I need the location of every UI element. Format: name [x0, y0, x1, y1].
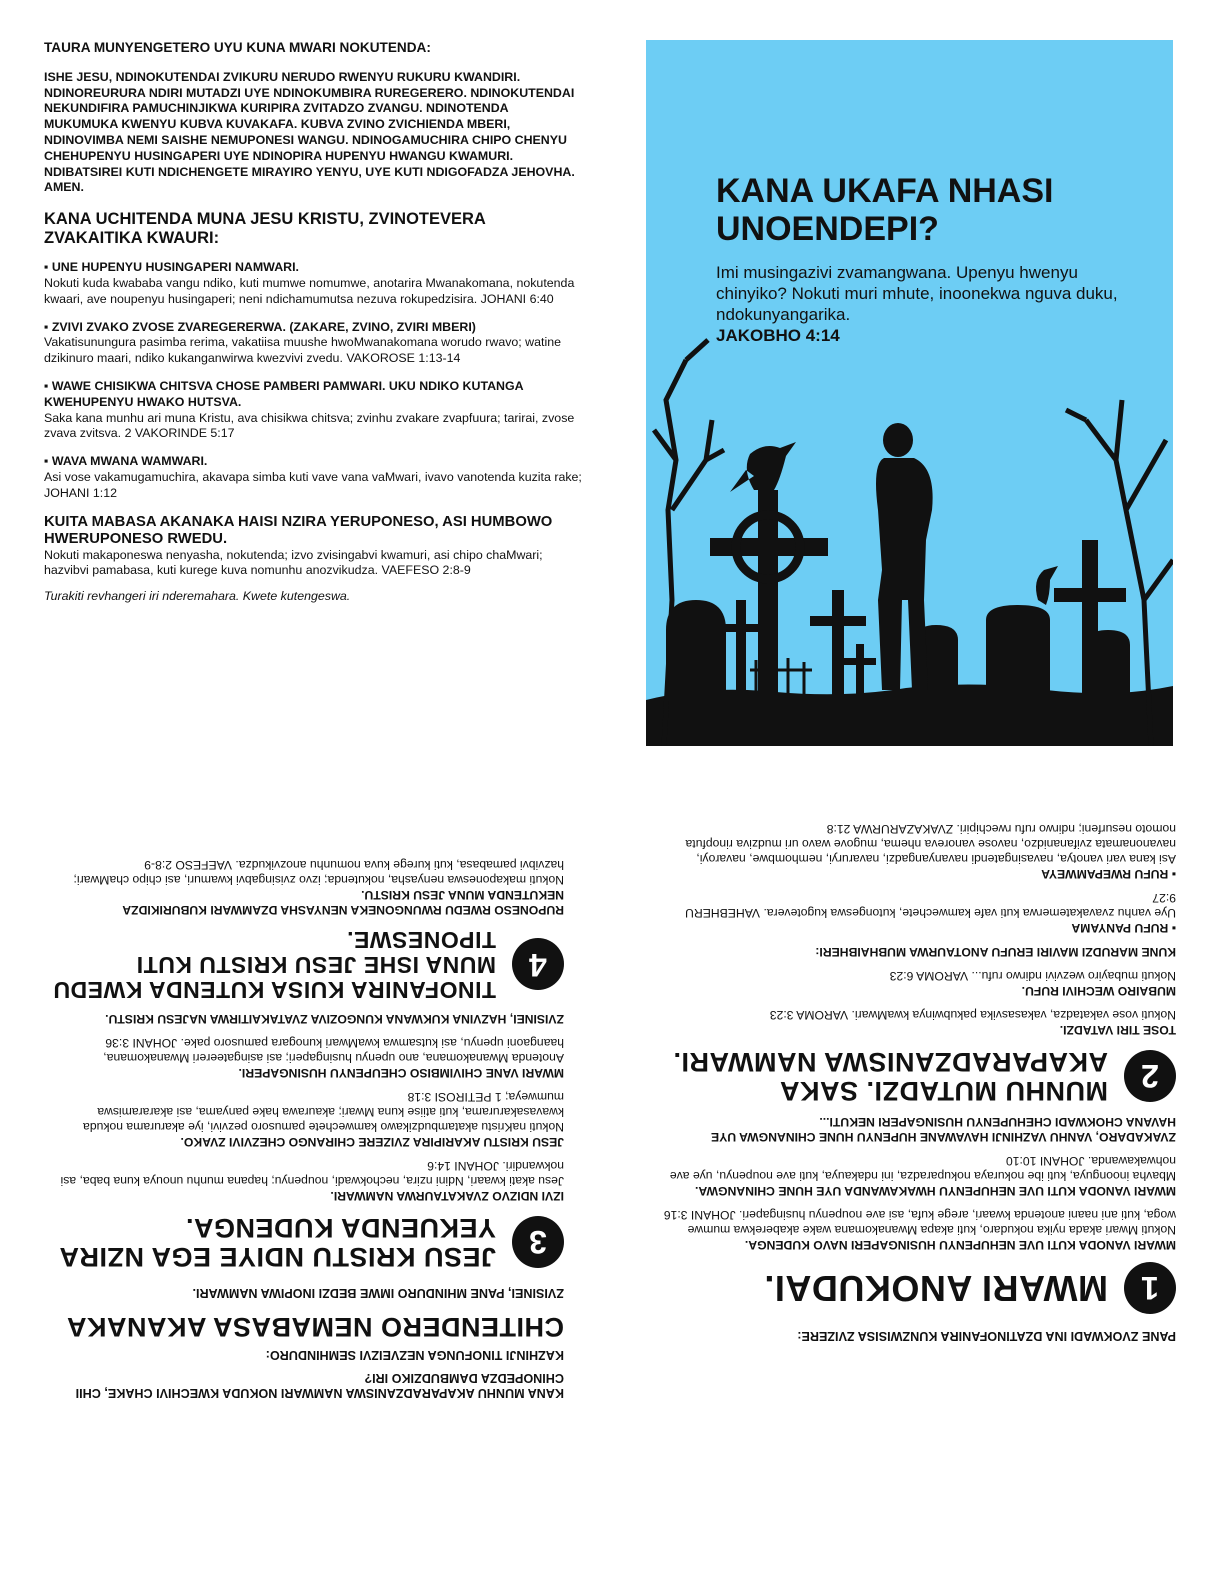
section-item [660, 890, 1176, 935]
section-number-badge: 3 [512, 1216, 564, 1268]
assurance-point [44, 260, 584, 307]
section-item [44, 857, 564, 917]
section-item [44, 1011, 564, 1026]
section-item [44, 1158, 564, 1203]
one-answer-note: ZVISINEI, PANE MHINDURO IMWE BEDZI INOPIWA NAMWARI. [192, 1286, 564, 1300]
section-item-title: TOSE TIRI VATADZI. [1059, 1023, 1176, 1037]
section-item [44, 1089, 564, 1149]
section-item-body: Nokuti makaponeswa nenyasha, nokutenda; izvo zvisingabvi kwamuri, asi chipo chaMwari; hazvibvi pamabasa, kuti kurege kuva nomunhu anozvikudza. VAEFESO 2:8-9 [73, 858, 564, 887]
section-item-body: Nokuti mubayiro wezvivi ndirwo rufu... VAROMA 6:23 [889, 969, 1176, 983]
section-1-header [660, 1262, 1176, 1314]
prayer-text: ISHE JESU, NDINOKUTENDAI ZVIKURU NERUDO RWENYU RUKURU KWANDIRI. NDINOREURURA NDIRI MUTADZI UYE NDINOKUMBIRA RUREGERERO. NDINOKUTENDAI NEKUNDIFIRA PAMUCHINJIKWA KURIPIRA ZVITADZO ZVANGU. NDINOTENDA MUKUMUKA KWENYU KUBVA KUVAKAFA. KUBVA ZVINO ZVICHIENDA MBERI, NDINOVIMBA NEMI SAISHE NEMUPONESI WANGU. NDINOGAMUCHIRA CHIPO CHENYU CHEHUPENYU HUSINGAPERI UYE NDINOPIRA HUPENYU HWANGU KWAMURI. NDIBATSIREI KUTI NDICHENGETE MIRAYIRO YENYU, UYE KUTI NDIGOFADZA JEHOVHA. AMEN. [44, 69, 575, 195]
section-item-title: ZVISINEI, HAZVINA KUKWANA KUNGOZIVA ZVATAKAITIRWA NAJESU KRISTU. [105, 1012, 564, 1026]
section-title: MWARI ANOKUDAI. [763, 1268, 1108, 1309]
prayer-heading: TAURA MUNYENGETERO UYU KUNA MWARI NOKUTENDA: [44, 40, 431, 55]
section-2-header [660, 1047, 1176, 1105]
graveyard-silhouette [646, 40, 1173, 746]
section-item-title: RUPONESO RWEDU RWUNGONEKA NENYASHA DZAMWARI KUBURIKIDZA NEKUTENDA MUNA JESU KRISTU. [122, 888, 564, 917]
cover-verse-text: Imi musingazivi zvamangwana. Upenyu hwenyu chinyiko? Nokuti muri mhute, inoonekwa nguva duku, ndokunyangarika. [716, 263, 1118, 324]
section-item-title: ▪ RUFU RWEPAMWEYA [1041, 867, 1176, 881]
common-answers-intro: KAZHINJI TINOFUNGA NEZVEIZVI SEMHINDURO: [265, 1348, 564, 1362]
prayer-panel [44, 40, 584, 605]
cover-panel [646, 40, 1173, 746]
section-item-body: Mbavha inoonguya, kuti ibe nokuraya nokuparadza, ini ndakauya, kuti ave noupenyu, uye ave nohwakawanda. JOHANI 10:10 [669, 1154, 1176, 1183]
assurance-heading: KANA UCHITENDA MUNA JESU KRISTU, ZVINOTEVERA ZVAKAITIKA KWAURI: [44, 210, 486, 248]
section-item-body: Nokuti Mwari akada nyika nokudaro, kuti akapa Mwanakomana wake akaberekwa mumwe woga, kuti ani naani anotenda kwaari, arege kufa, asi ave noupenyu husingaperi. JOHANI 3:16 [663, 1208, 1176, 1237]
cover-title: KANA UKAFA NHASI UNOENDEPI? [716, 172, 1054, 248]
section-item-body: Uye vanhu zvavakatemerwa kuti vafe kamwechete, kutongeswa kugotevera. VAHEBHERU 9:27 [685, 891, 1176, 920]
assurance-point [44, 379, 584, 442]
section-item-body: Anotenda Mwanakomana, ano upenyu husingaperi; asi asingateereri Mwanakomana, haangaoni upenyu, asi kutsamwa kwaMwari kunogara pamusoro pake. JOHANI 3:36 [103, 1036, 564, 1065]
section-item-title: ZVAKADARO, VANHU VAZHINJI HAVAWANE HUPENYU HUNE CHINANGWA UYE HAVANA CHOKWADI CHEHUPENYU HUSINGAPERI NEKUTI... [711, 1115, 1176, 1144]
truths-panel-3-4 [44, 848, 564, 1400]
assurance-point-title: ▪ UNE HUPENYU HUSINGAPERI NAMWARI. [44, 260, 299, 275]
section-number-badge: 4 [512, 939, 564, 991]
section-item-title: IZVI NDIZVO ZVAKATAURWA NAMWARI. [330, 1189, 564, 1203]
works-heading: KUITA MABASA AKANAKA HAISI NZIRA YERUPONESO, ASI HUMBOWO HWERUPONESO RWEDU. [44, 513, 553, 547]
section-item [660, 1114, 1176, 1144]
section-4-header [44, 927, 564, 1002]
assurance-point-body: Nokuti kuda kwababa vangu ndiko, kuti mumwe nomumwe, anotarira Mwanakomana, nokutenda kwaari, ave noupenyu husingaperi; neni ndichamumutsa nezuva rokupedzisira. JOHANI 6:40 [44, 275, 575, 306]
section-item [660, 1207, 1176, 1252]
section-item [660, 1007, 1176, 1037]
section-title: TINOFANIRA KUISA KUTENDA KWEDU MUNA ISHE JESU KRISTU KUTI TIPONESWE. [52, 927, 496, 1003]
problem-question: KANA MUNHU AKAPARADZANISWA NAMWARI NOKUDA KWECHIVI CHAKE, CHII CHINOPEDZA DAMBUDZIKO IRI? [75, 1371, 564, 1400]
section-item-title: MWARI VANODA KUTI UVE NEHUPENYU HWAKAWANDA UYE HUNE CHINANGWA. [695, 1184, 1176, 1198]
section-item [660, 968, 1176, 998]
section-item-title: MUBAIRO WECHIVI RUFU. [1021, 984, 1176, 998]
assurance-point-title: ▪ ZVIVI ZVAKO ZVOSE ZVAREGERERWA. (ZAKARE, ZVINO, ZVIRI MBERI) [44, 319, 476, 334]
section-item [44, 1035, 564, 1080]
section-3-header [44, 1213, 564, 1271]
section-item-body: Nokuti naKristu akatambudzikawo kamwechete pamusoro pezvivi, iye akarurama nokuda kwavasakarurama, kuti atiise kuna Mwari; akaurawa hake panyama, asi akararamiswa mumweya; 1 PETIROSI 3:18 [83, 1090, 564, 1134]
section-item-body: Nokuti vose vakatadza, vakasasvika pakubwinya kwaMwari. VAROMA 3:23 [769, 1008, 1176, 1022]
assurance-point-title: ▪ WAWE CHISIKWA CHITSVA CHOSE PAMBERI PAMWARI. UKU NDIKO KUTANGA KWEHUPENYU HWAKO HUTSVA. [44, 378, 524, 409]
religion-works-title: CHITENDERO NEMABASA AKANAKA [66, 1312, 564, 1342]
section-item [660, 1153, 1176, 1198]
section-title: MUNHU MUTADZI. SAKA AKAPARADZANISWA NAMWARI. [673, 1047, 1108, 1106]
assurance-point-body: Asi vose vakamugamuchira, akavapa simba kuti vave vana vaMwari, ivavo vanotenda kuzita rake; JOHANI 1:12 [44, 469, 582, 500]
section-item [660, 944, 1176, 959]
cover-verse-reference: JAKOBHO 4:14 [716, 326, 840, 345]
section-item-body: Jesu akati kwaari, Ndini nzira, nechokwadi, noupenyu; hapana munhu unouya kuna baba, asi nokwandiri. JOHANI 14:6 [60, 1159, 564, 1188]
section-item-title: JESU KRISTU AKARIPIRA ZVIZERE CHIRANGO CHEZVIVI ZVAKO. [180, 1135, 564, 1149]
section-item-title: MWARI VANE CHIVIMBISO CHEUPENYU HUSINGAPERI. [238, 1066, 564, 1080]
section-item-body: Asi kana vari vanotya, navasingatendi navanyangadzi, navaruryi, nemhombwe, navaroyi, navanonamata zvifananidzo, navose vanoreva nhema, mugove wavo uri mudziva rinopfuta nomoto nesurfeni; ndirwo rufu rwechipiri. ZVAKAZARURWA 21:8 [685, 822, 1176, 866]
assurance-point [44, 320, 584, 367]
section-number-badge: 2 [1124, 1050, 1176, 1102]
assurance-point-body: Saka kana munhu ari muna Kristu, ava chisikwa chitsva; zvinhu zvakare zvapfuura; tarirai, zvose zvava zvitsva. 2 VAKORINDE 5:17 [44, 410, 575, 441]
section-item [660, 821, 1176, 881]
works-body: Nokuti makaponeswa nenyasha, nokutenda; izvo zvisingabvi kwamuri, asi chipo chaMwari; hazvibvi pamabasa, kuti kurege kuva nomunhu anozvikudza. VAEFESO 2:8-9 [44, 547, 543, 578]
four-truths-intro: PANE ZVOKWADI INA DZATINOFANIRA KUNZWISISA ZVIZERE: [797, 1329, 1176, 1343]
section-item-title: KUNE MARUDZI MAVIRI ERUFU ANOTAURWA MUBHAIBHERI: [815, 945, 1176, 959]
section-item-title: ▪ RUFU PANYAMA [1071, 921, 1176, 935]
truths-panel-1-2 [660, 812, 1176, 1343]
assurance-point-body: Vakatisunungura pasimba rerima, vakatiisa muushe hwoMwanakomana worudo rwavo; watine dzikinuro maari, ndiko kukanganwirwa kwezvivi zvedu. VAKOROSE 1:13-14 [44, 335, 561, 366]
section-item-title: MWARI VANODA KUTI UVE NEHUPENYU HUSINGAPERI NAVO KUDENGA. [744, 1238, 1176, 1252]
section-number-badge: 1 [1124, 1262, 1176, 1314]
cover-verse [716, 262, 1146, 346]
free-tract-note: Turakiti revhangeri iri nderemahara. Kwete kutengeswa. [44, 589, 351, 604]
assurance-point [44, 454, 584, 501]
section-title: JESU KRISTU NDIYE EGA NZIRA YEKUENDA KUDENGA. [59, 1213, 496, 1272]
assurance-point-title: ▪ WAVA MWANA WAMWARI. [44, 454, 208, 469]
